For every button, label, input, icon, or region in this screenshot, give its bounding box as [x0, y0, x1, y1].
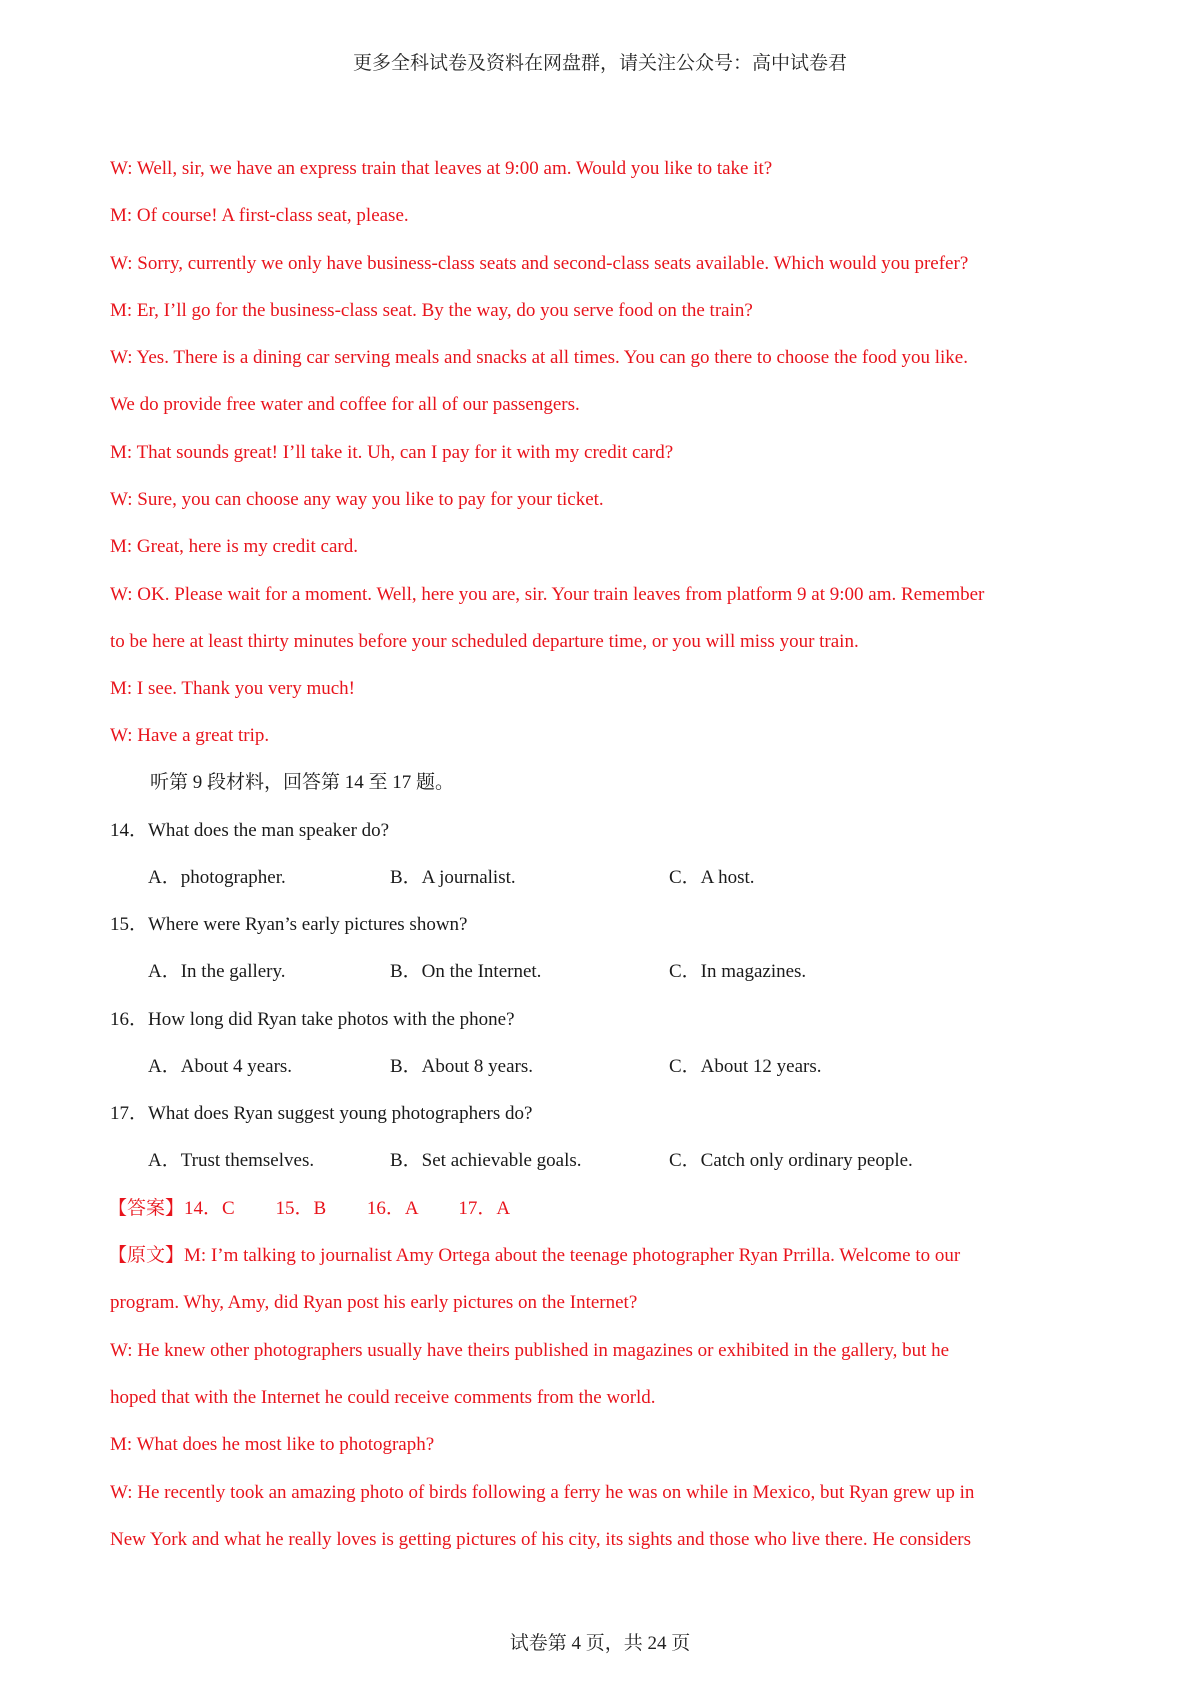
transcript-line: W: Yes. There is a dining car serving meals and snacks at all times. You can go there to choose the food you like. — [110, 347, 968, 368]
transcript-line: M: Er, I’ll go for the business-class seat. By the way, do you serve food on the train? — [110, 300, 753, 321]
option-b: B．Set achievable goals. — [390, 1150, 582, 1171]
option-b: B．A journalist. — [390, 867, 516, 888]
question-15: 15．Where were Ryan’s early pictures shown? — [110, 914, 468, 935]
original-text: M: I’m talking to journalist Amy Ortega about the teenage photographer Ryan Prrilla. Welcome to our — [184, 1245, 961, 1266]
option-a: A．photographer. — [148, 867, 286, 888]
option-a: A．In the gallery. — [148, 961, 286, 982]
question-14: 14．What does the man speaker do? — [110, 820, 390, 841]
transcript-line: M: I see. Thank you very much! — [110, 678, 356, 699]
original-line: W: He knew other photographers usually have theirs published in magazines or exhibited in the gallery, but he — [110, 1340, 950, 1361]
original-line: New York and what he really loves is getting pictures of his city, its sights and those who live there. He considers — [110, 1529, 972, 1550]
transcript-line: W: Have a great trip. — [110, 725, 270, 746]
original-label: 【原文】 — [108, 1245, 185, 1266]
answer-item: 16．A — [366, 1198, 418, 1219]
option-c: C．In magazines. — [669, 961, 807, 982]
transcript-line: W: Well, sir, we have an express train that leaves at 9:00 am. Would you like to take it? — [110, 158, 773, 179]
original-line: W: He recently took an amazing photo of birds following a ferry he was on while in Mexico, but Ryan grew up in — [110, 1482, 975, 1503]
page-header: 更多全科试卷及资料在网盘群，请关注公众号：高中试卷君 — [352, 53, 847, 74]
original-line: M: What does he most like to photograph? — [110, 1434, 435, 1455]
page-footer: 试卷第 4 页，共 24 页 — [509, 1633, 691, 1654]
transcript-line: M: Great, here is my credit card. — [110, 536, 358, 557]
question-16: 16．How long did Ryan take photos with the phone? — [110, 1009, 515, 1030]
question-17: 17．What does Ryan suggest young photographers do? — [110, 1103, 533, 1124]
transcript-line: to be here at least thirty minutes before your scheduled departure time, or you will miss your train. — [110, 631, 859, 652]
transcript-line: W: Sorry, currently we only have business-class seats and second-class seats available. Which would you prefer? — [110, 253, 969, 274]
answer-item: 17．A — [458, 1198, 511, 1219]
original-line: program. Why, Amy, did Ryan post his early pictures on the Internet? — [110, 1292, 638, 1313]
option-a: A．About 4 years. — [148, 1056, 293, 1077]
transcript-line: W: OK. Please wait for a moment. Well, here you are, sir. Your train leaves from platform 9 at 9:00 am. Remember — [110, 584, 985, 605]
transcript-line: W: Sure, you can choose any way you like to pay for your ticket. — [110, 489, 604, 510]
answer-item: 15．B — [275, 1198, 327, 1219]
option-a: A．Trust themselves. — [148, 1150, 315, 1171]
original-line: hoped that with the Internet he could receive comments from the world. — [110, 1387, 656, 1408]
transcript-line: We do provide free water and coffee for all of our passengers. — [110, 394, 580, 415]
option-b: B．About 8 years. — [390, 1056, 534, 1077]
answer-line — [108, 1197, 510, 1221]
transcript-line: M: That sounds great! I’ll take it. Uh, can I pay for it with my credit card? — [110, 442, 674, 463]
option-c: C．Catch only ordinary people. — [669, 1150, 913, 1171]
option-c: C．A host. — [669, 867, 755, 888]
option-b: B．On the Internet. — [390, 961, 542, 982]
transcript-line: M: Of course! A first-class seat, please. — [110, 205, 409, 226]
section-intro: 听第 9 段材料，回答第 14 至 17 题。 — [150, 772, 455, 793]
answer-item: 14．C — [184, 1198, 235, 1219]
option-c: C．About 12 years. — [669, 1056, 822, 1077]
answer-label: 【答案】 — [108, 1198, 185, 1219]
original-line — [108, 1244, 960, 1268]
